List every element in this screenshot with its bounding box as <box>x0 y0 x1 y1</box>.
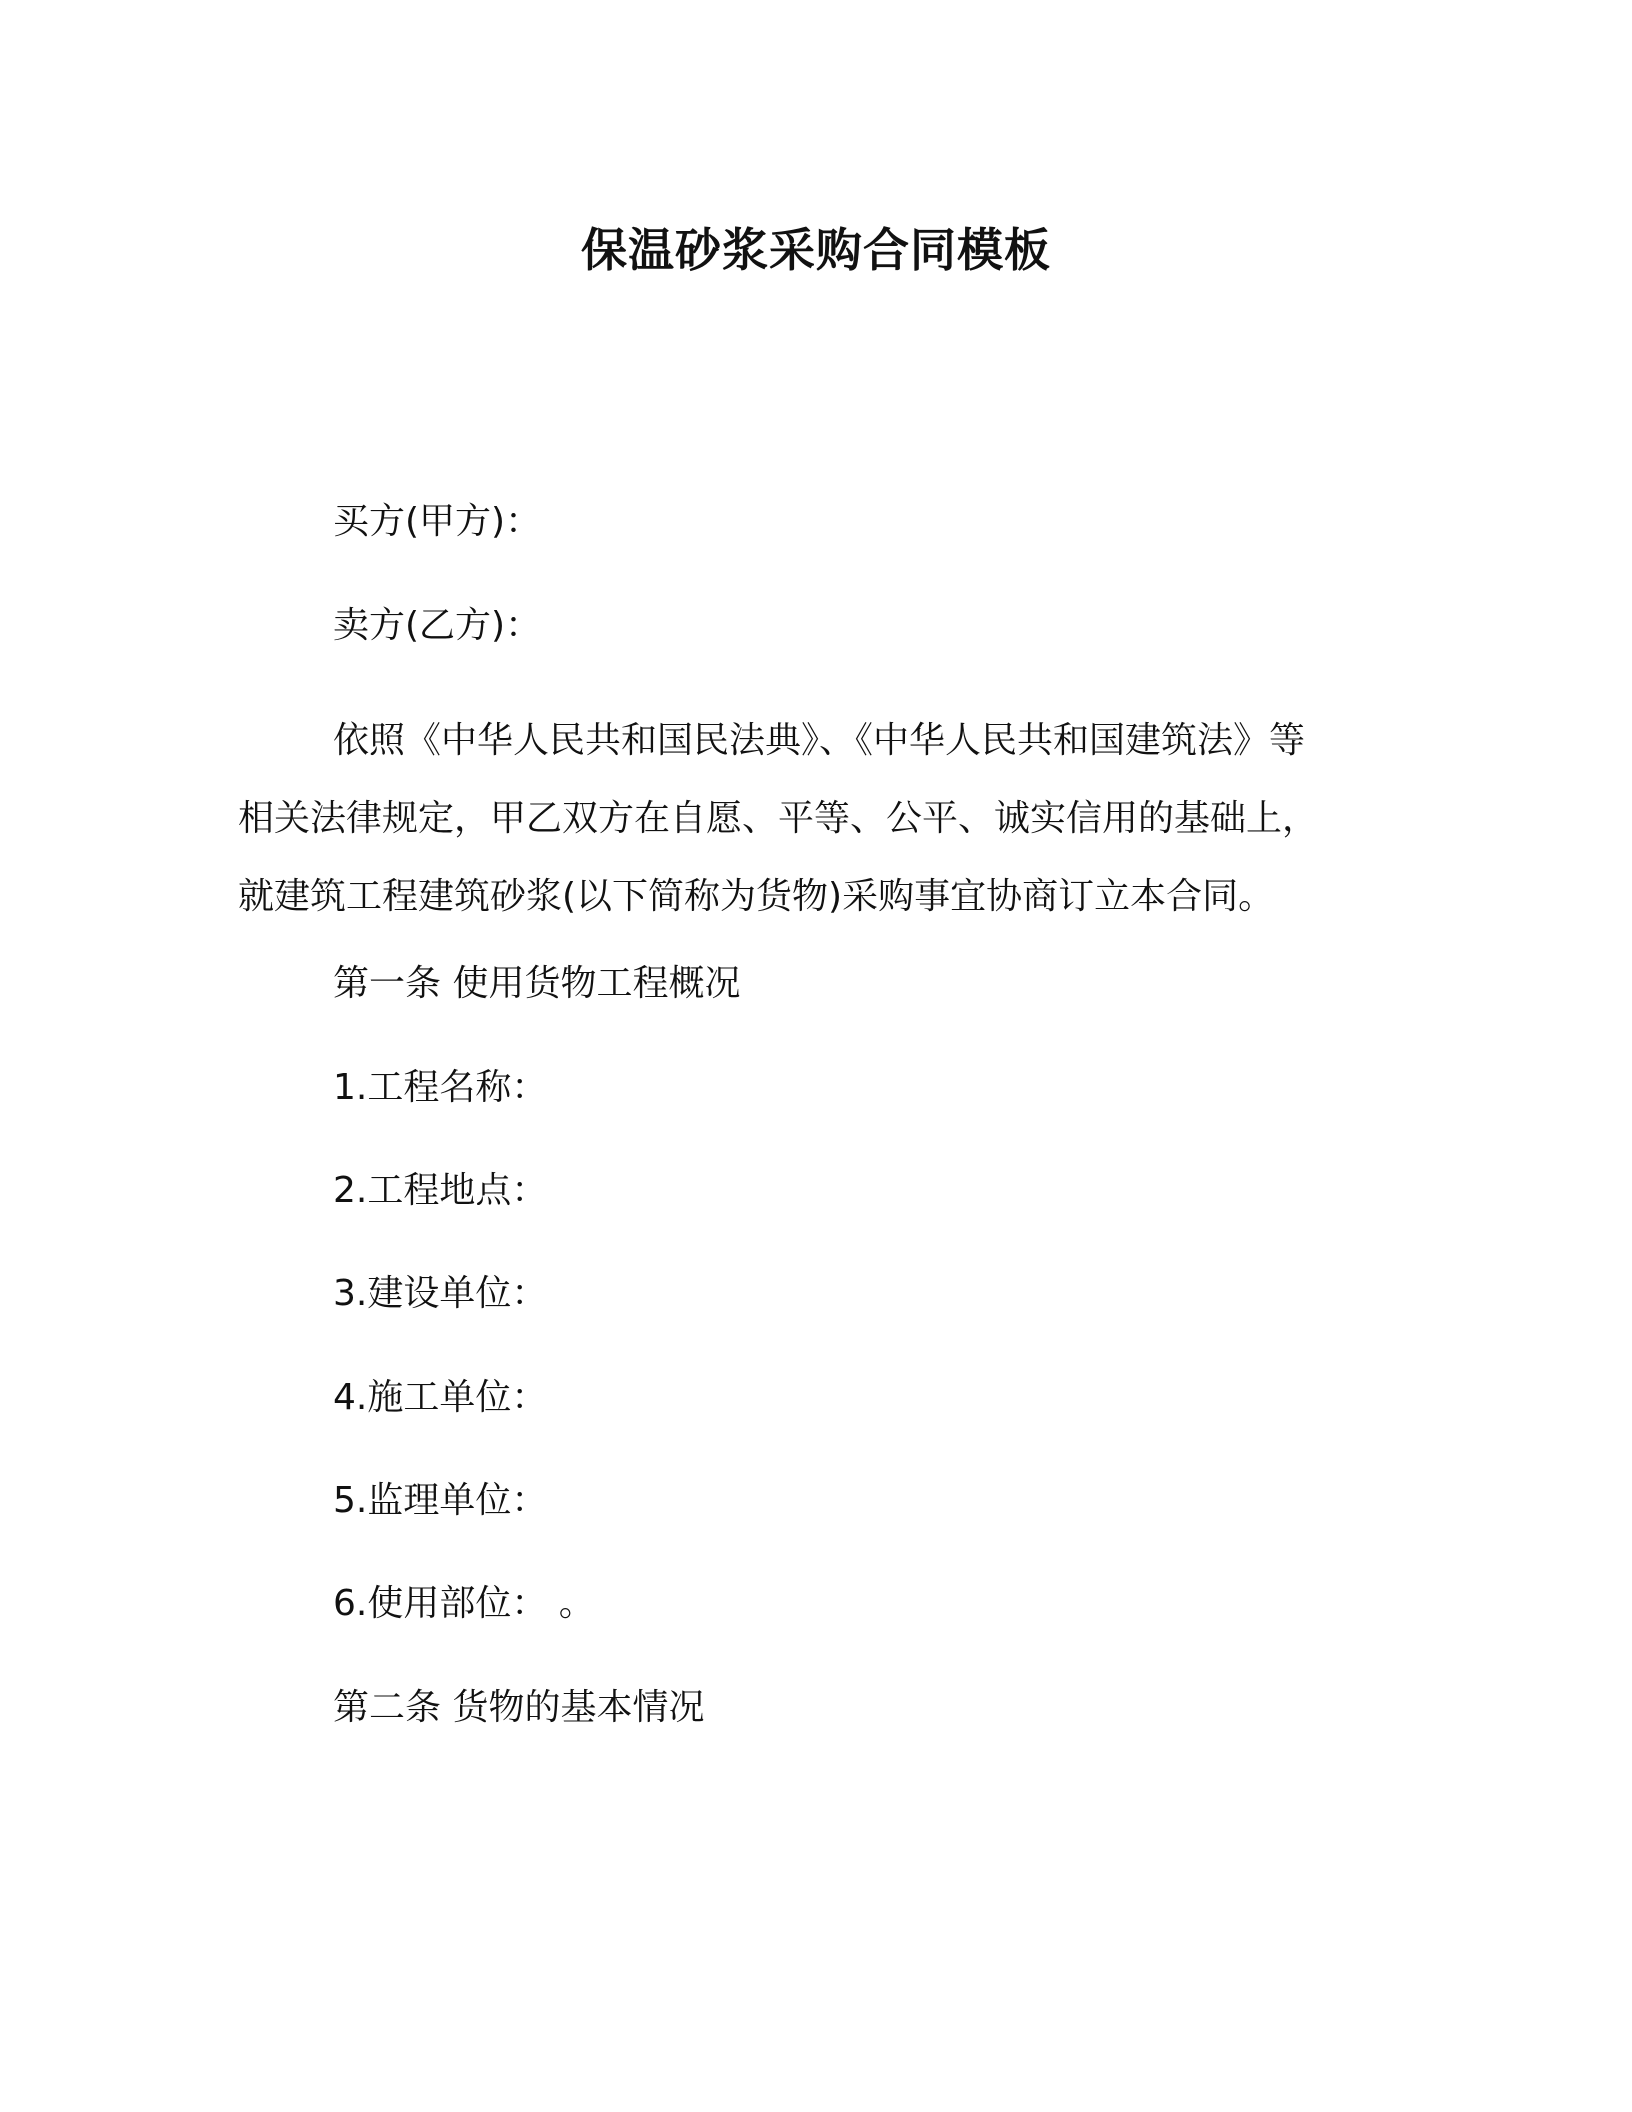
preamble-line: 相关法律规定，甲乙双方在自愿、平等、公平、诚实信用的基础上， <box>238 798 1319 839</box>
buyer-label: 买方(甲方)： <box>333 501 542 542</box>
document-title: 保温砂浆采购合同模板 <box>581 223 1051 277</box>
article1-item-construction-unit: 3.建设单位： <box>333 1273 548 1314</box>
preamble-line: 就建筑工程建筑砂浆(以下简称为货物)采购事宜协商订立本合同。 <box>238 876 1275 917</box>
preamble-paragraph <box>238 702 1388 936</box>
article2-heading: 第二条 货物的基本情况 <box>333 1687 705 1728</box>
article1-item-project-location: 2.工程地点： <box>333 1170 548 1211</box>
article1-heading: 第一条 使用货物工程概况 <box>333 963 741 1004</box>
article1-item-usage-location: 6.使用部位： 。 <box>333 1583 595 1624</box>
article1-item-contractor: 4.施工单位： <box>333 1377 548 1418</box>
seller-label: 卖方(乙方)： <box>333 605 542 646</box>
article1-item-supervisor: 5.监理单位： <box>333 1480 548 1521</box>
article1-item-project-name: 1.工程名称： <box>333 1067 548 1108</box>
preamble-line: 依照《中华人民共和国民法典》、《中华人民共和国建筑法》等 <box>333 720 1306 761</box>
